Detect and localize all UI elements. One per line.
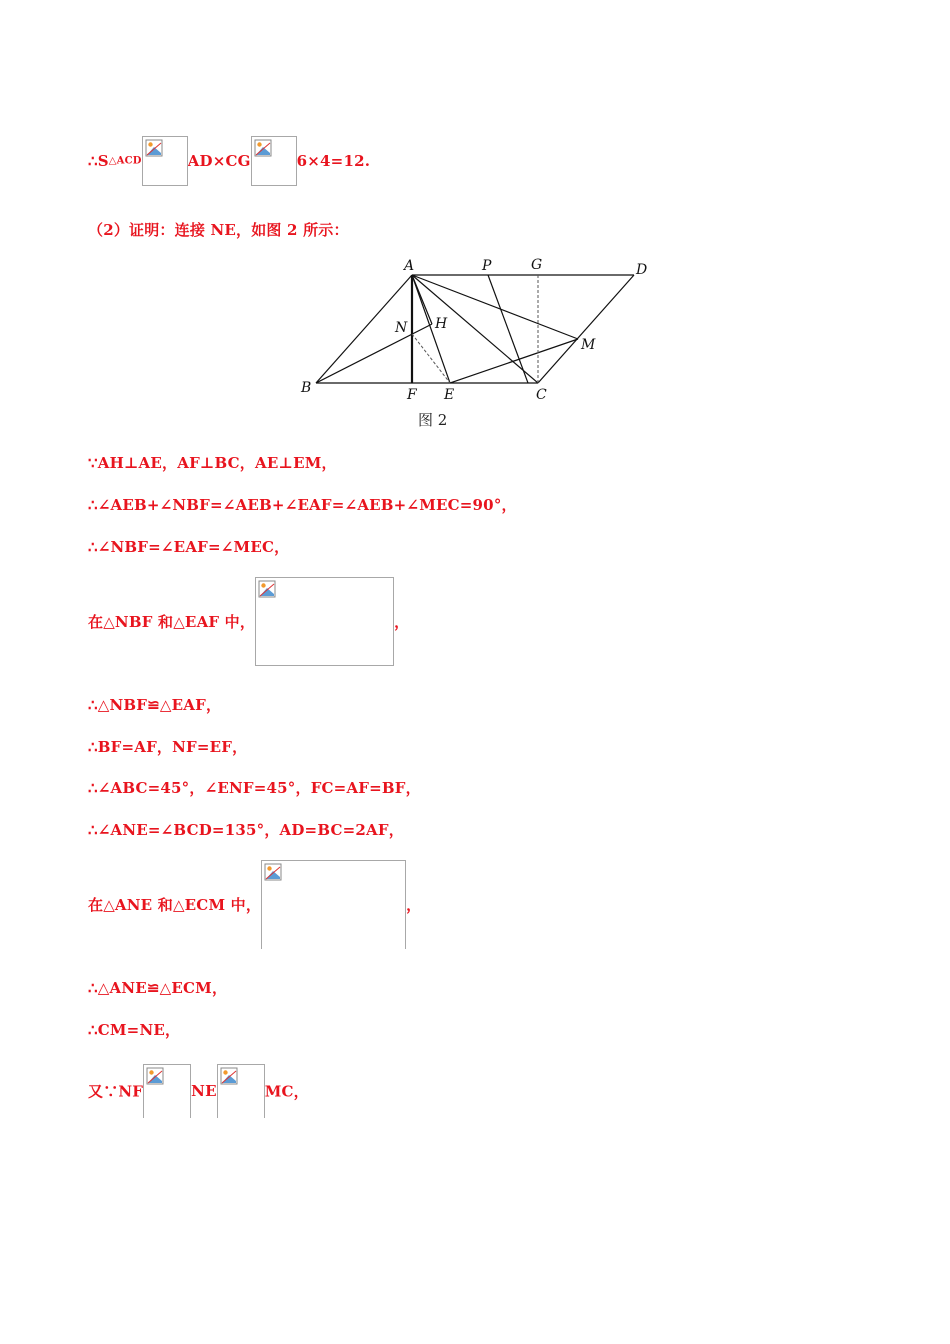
- text-line-1: [88, 136, 370, 186]
- text-line-9: [88, 777, 421, 798]
- point-label-C: C: [536, 387, 547, 403]
- text-seg: NE: [191, 1082, 217, 1100]
- text-seg: AD×CG: [187, 152, 251, 170]
- text-seg: 在△NBF 和△EAF 中，: [88, 613, 256, 631]
- formula-image-placeholder: [255, 577, 394, 666]
- text-line-7: [88, 694, 221, 715]
- broken-image-icon: [220, 1067, 238, 1085]
- text-seg: ∵AH⊥AE，AF⊥BC，AE⊥EM，: [88, 454, 337, 472]
- text-line-11: [88, 860, 421, 949]
- point-label-E: E: [444, 387, 455, 403]
- point-label-F: F: [407, 387, 417, 403]
- text-line-5: [88, 536, 289, 557]
- text-seg: ∴△ANE≌△ECM，: [88, 979, 228, 997]
- text-line-6: [88, 577, 409, 666]
- text-seg: ∴S: [88, 152, 109, 170]
- point-label-N: N: [395, 320, 408, 336]
- figure-caption: 图 2: [418, 411, 448, 429]
- text-seg: MC，: [264, 1082, 309, 1101]
- broken-image-icon: [145, 139, 163, 157]
- text-line-13: [88, 1019, 180, 1040]
- text-seg: 6×4=12.: [296, 152, 371, 170]
- broken-image-icon: [264, 863, 282, 881]
- text-line-3: [88, 452, 337, 473]
- geometry-figure: [298, 252, 658, 432]
- text-seg: ∴CM=NE，: [88, 1021, 181, 1039]
- text-seg: ∴∠AEB+∠NBF=∠AEB+∠EAF=∠AEB+∠MEC=90°，: [88, 496, 517, 514]
- point-label-G: G: [531, 257, 543, 273]
- text-seg: ，: [406, 896, 422, 914]
- text-seg: ，: [394, 613, 410, 631]
- text-seg: 又∵NF: [88, 1082, 144, 1101]
- text-seg: ∴∠NBF=∠EAF=∠MEC，: [88, 538, 290, 556]
- formula-image-placeholder: [251, 136, 297, 186]
- point-label-H: H: [435, 316, 448, 332]
- point-label-B: B: [301, 380, 312, 396]
- text-seg: ∴△NBF≌△EAF，: [88, 696, 222, 714]
- text-seg: 在△ANE 和△ECM 中，: [88, 896, 262, 914]
- text-line-2: [88, 219, 349, 240]
- geometry-diagram: [298, 252, 658, 432]
- broken-image-icon: [146, 1067, 164, 1085]
- text-seg: （2）证明：连接 NE，如图 2 所示：: [88, 221, 349, 239]
- formula-image-placeholder: [143, 1064, 191, 1118]
- broken-image-icon: [254, 139, 272, 157]
- text-line-8: [88, 736, 247, 757]
- formula-image-placeholder: [217, 1064, 265, 1118]
- formula-image-placeholder: [142, 136, 188, 186]
- broken-image-icon: [258, 580, 276, 598]
- text-seg: ∴∠ANE=∠BCD=135°，AD=BC=2AF，: [88, 821, 404, 839]
- point-label-M: M: [581, 337, 596, 353]
- text-line-10: [88, 819, 404, 840]
- formula-image-placeholder: [261, 860, 406, 949]
- point-label-A: A: [404, 258, 415, 274]
- text-seg: ∴∠ABC=45°，∠ENF=45°，FC=AF=BF，: [88, 779, 421, 797]
- text-seg: ∴BF=AF，NF=EF，: [88, 738, 248, 756]
- text-line-4: [88, 494, 517, 515]
- text-subscript: △ACD: [108, 155, 142, 167]
- point-label-D: D: [636, 262, 648, 278]
- text-line-14: [88, 1064, 309, 1118]
- text-line-12: [88, 977, 227, 998]
- point-label-P: P: [482, 258, 492, 274]
